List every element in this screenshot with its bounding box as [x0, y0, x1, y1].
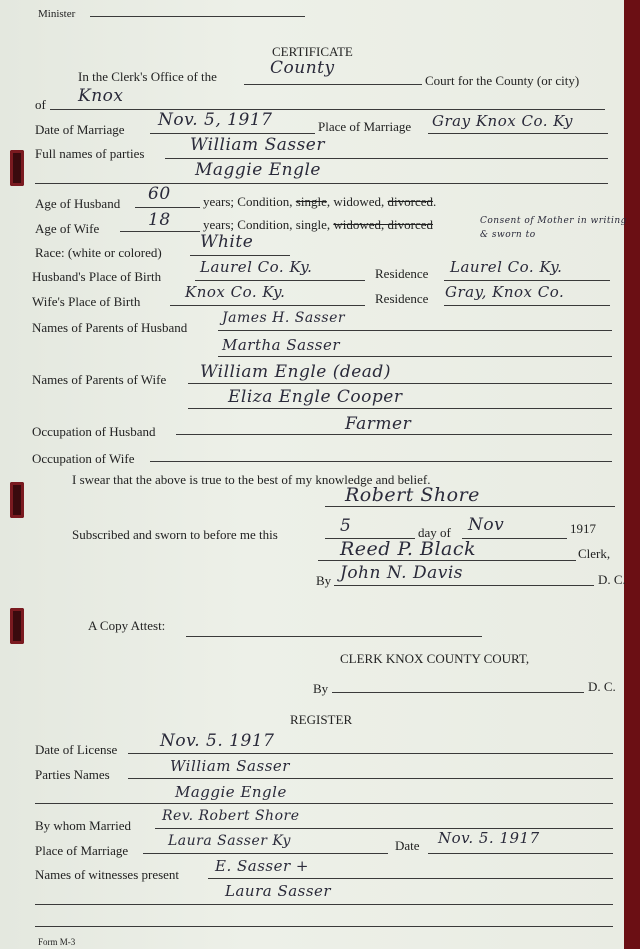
court-value: County: [270, 58, 335, 78]
court-line: [244, 84, 422, 85]
clerk-office-suffix: Court for the County (or city): [425, 73, 580, 88]
wife-residence-label: Residence: [375, 291, 429, 306]
husband-residence-label: Residence: [375, 266, 429, 281]
age-wife-label: Age of Wife: [35, 221, 100, 236]
affiant-signature-line: [325, 506, 615, 507]
husband-birth-line: [195, 280, 365, 281]
day-of-label: day of: [418, 525, 451, 540]
husband-father-value: James H. Sasser: [222, 310, 346, 326]
clerk-court-label: CLERK KNOX COUNTY COURT,: [340, 651, 530, 666]
form-number: Form M-3: [38, 937, 76, 947]
parents-husband-label: Names of Parents of Husband: [32, 320, 188, 335]
wife-consent-note: Consent of Mother in writing & sworn to: [480, 216, 627, 240]
of-label: of: [35, 97, 46, 112]
age-husband-value: 60: [148, 184, 171, 204]
wife-birth-line: [170, 305, 365, 306]
by-whom-married-line: [155, 828, 613, 829]
occupation-husband-label: Occupation of Husband: [32, 424, 156, 439]
witnesses-line-3: [35, 926, 613, 927]
date-of-license-line: [128, 753, 613, 754]
witness-1-value: E. Sasser +: [215, 857, 309, 875]
dc-label-2: D. C.: [588, 679, 616, 694]
witnesses-line-1: [208, 878, 613, 879]
by-line-2: [332, 692, 584, 693]
deputy-signature: John N. Davis: [340, 563, 463, 583]
wife-residence-value: Gray, Knox Co.: [445, 283, 565, 301]
age-wife-value: 18: [148, 210, 171, 230]
parties-names-line-1: [128, 778, 613, 779]
parents-wife-line-1: [188, 383, 612, 384]
age-wife-line: [120, 231, 200, 232]
date-of-marriage-label: Date of Marriage: [35, 122, 125, 137]
deputy-signature-line: [334, 585, 594, 586]
certificate-heading: CERTIFICATE: [272, 44, 353, 59]
subscribed-prefix: Subscribed and sworn to before me this: [72, 527, 278, 542]
by-label-2: By: [313, 681, 329, 696]
parties-names-line-2: [35, 803, 613, 804]
county-line: [50, 109, 605, 110]
husband-residence-line: [444, 280, 610, 281]
place-of-marriage-label: Place of Marriage: [318, 119, 412, 134]
husband-birth-label: Husband's Place of Birth: [32, 269, 162, 284]
full-names-label: Full names of parties: [35, 146, 145, 161]
parents-wife-line-2: [188, 408, 612, 409]
wife-mother-value: Eliza Engle Cooper: [228, 387, 403, 407]
sworn-month-line: [462, 538, 567, 539]
sworn-year: 1917: [570, 521, 596, 536]
sworn-month-value: Nov: [468, 515, 505, 535]
date-of-marriage-value: Nov. 5, 1917: [158, 110, 273, 130]
party-wife-value: Maggie Engle: [195, 160, 321, 180]
place-of-marriage-value: Gray Knox Co. Ky: [432, 112, 573, 130]
husband-mother-value: Martha Sasser: [222, 336, 341, 354]
license-date-value: Nov. 5. 1917: [160, 731, 275, 751]
witnesses-line-2: [35, 904, 613, 905]
minister-label: Minister: [38, 8, 76, 20]
parents-husband-line-2: [218, 356, 612, 357]
minister-line: [90, 16, 305, 17]
occupation-wife-line: [150, 461, 612, 462]
occupation-husband-value: Farmer: [345, 414, 412, 434]
swear-statement: I swear that the above is true to the best of my knowledge and belief.: [72, 472, 431, 487]
race-label: Race: (white or colored): [35, 245, 162, 260]
wife-father-value: William Engle (dead): [200, 362, 391, 382]
sworn-day-value: 5: [340, 516, 352, 536]
affiant-signature: Robert Shore: [345, 484, 480, 506]
wife-birth-label: Wife's Place of Birth: [32, 294, 141, 309]
clerk-signature: Reed P. Black: [340, 538, 477, 560]
date-of-license-label: Date of License: [35, 742, 118, 757]
parties-names-label: Parties Names: [35, 767, 110, 782]
by-whom-married-label: By whom Married: [35, 818, 132, 833]
place-of-marriage-line: [428, 133, 608, 134]
age-husband-line: [135, 207, 200, 208]
county-value: Knox: [78, 86, 124, 106]
clerk-office-prefix: In the Clerk's Office of the: [78, 69, 217, 84]
wife-birth-value: Knox Co. Ky.: [185, 283, 286, 301]
reg-date-line: [428, 853, 613, 854]
binder-hole-top: [10, 150, 24, 186]
dc-label-1: D. C.: [598, 572, 626, 587]
by-label: By: [316, 573, 332, 588]
reg-date-value: Nov. 5. 1917: [438, 829, 540, 847]
binder-hole-bottom: [10, 608, 24, 644]
parents-wife-label: Names of Parents of Wife: [32, 372, 167, 387]
clerk-label: Clerk,: [578, 546, 611, 561]
age-husband-rest: years; Condition, single, widowed, divorced.: [203, 194, 437, 209]
copy-attest-line: [186, 636, 482, 637]
witnesses-label: Names of witnesses present: [35, 867, 180, 882]
married-by-value: Rev. Robert Shore: [162, 808, 300, 824]
full-names-line-1: [165, 158, 608, 159]
reg-place-line: [143, 853, 388, 854]
party-husband-value: William Sasser: [190, 135, 325, 155]
wife-residence-line: [444, 305, 610, 306]
reg-party-wife-value: Maggie Engle: [175, 783, 287, 801]
reg-party-husband-value: William Sasser: [170, 757, 290, 775]
occupation-wife-label: Occupation of Wife: [32, 451, 135, 466]
clerk-signature-line: [318, 560, 576, 561]
binder-hole-middle: [10, 482, 24, 518]
register-heading: REGISTER: [290, 712, 353, 727]
age-husband-label: Age of Husband: [35, 196, 121, 211]
parents-husband-line-1: [218, 330, 612, 331]
reg-date-label: Date: [395, 838, 420, 853]
copy-attest-label: A Copy Attest:: [88, 618, 166, 633]
date-of-marriage-line: [150, 133, 315, 134]
race-value: White: [200, 232, 254, 252]
age-wife-rest: years; Condition, single, widowed, divorced: [203, 217, 433, 232]
husband-birth-value: Laurel Co. Ky.: [200, 258, 313, 276]
occupation-husband-line: [176, 434, 612, 435]
reg-place-value: Laura Sasser Ky: [168, 833, 291, 849]
witness-2-value: Laura Sasser: [225, 882, 332, 900]
reg-place-of-marriage-label: Place of Marriage: [35, 843, 129, 858]
race-line: [190, 255, 290, 256]
husband-residence-value: Laurel Co. Ky.: [450, 258, 563, 276]
full-names-line-2: [35, 183, 608, 184]
